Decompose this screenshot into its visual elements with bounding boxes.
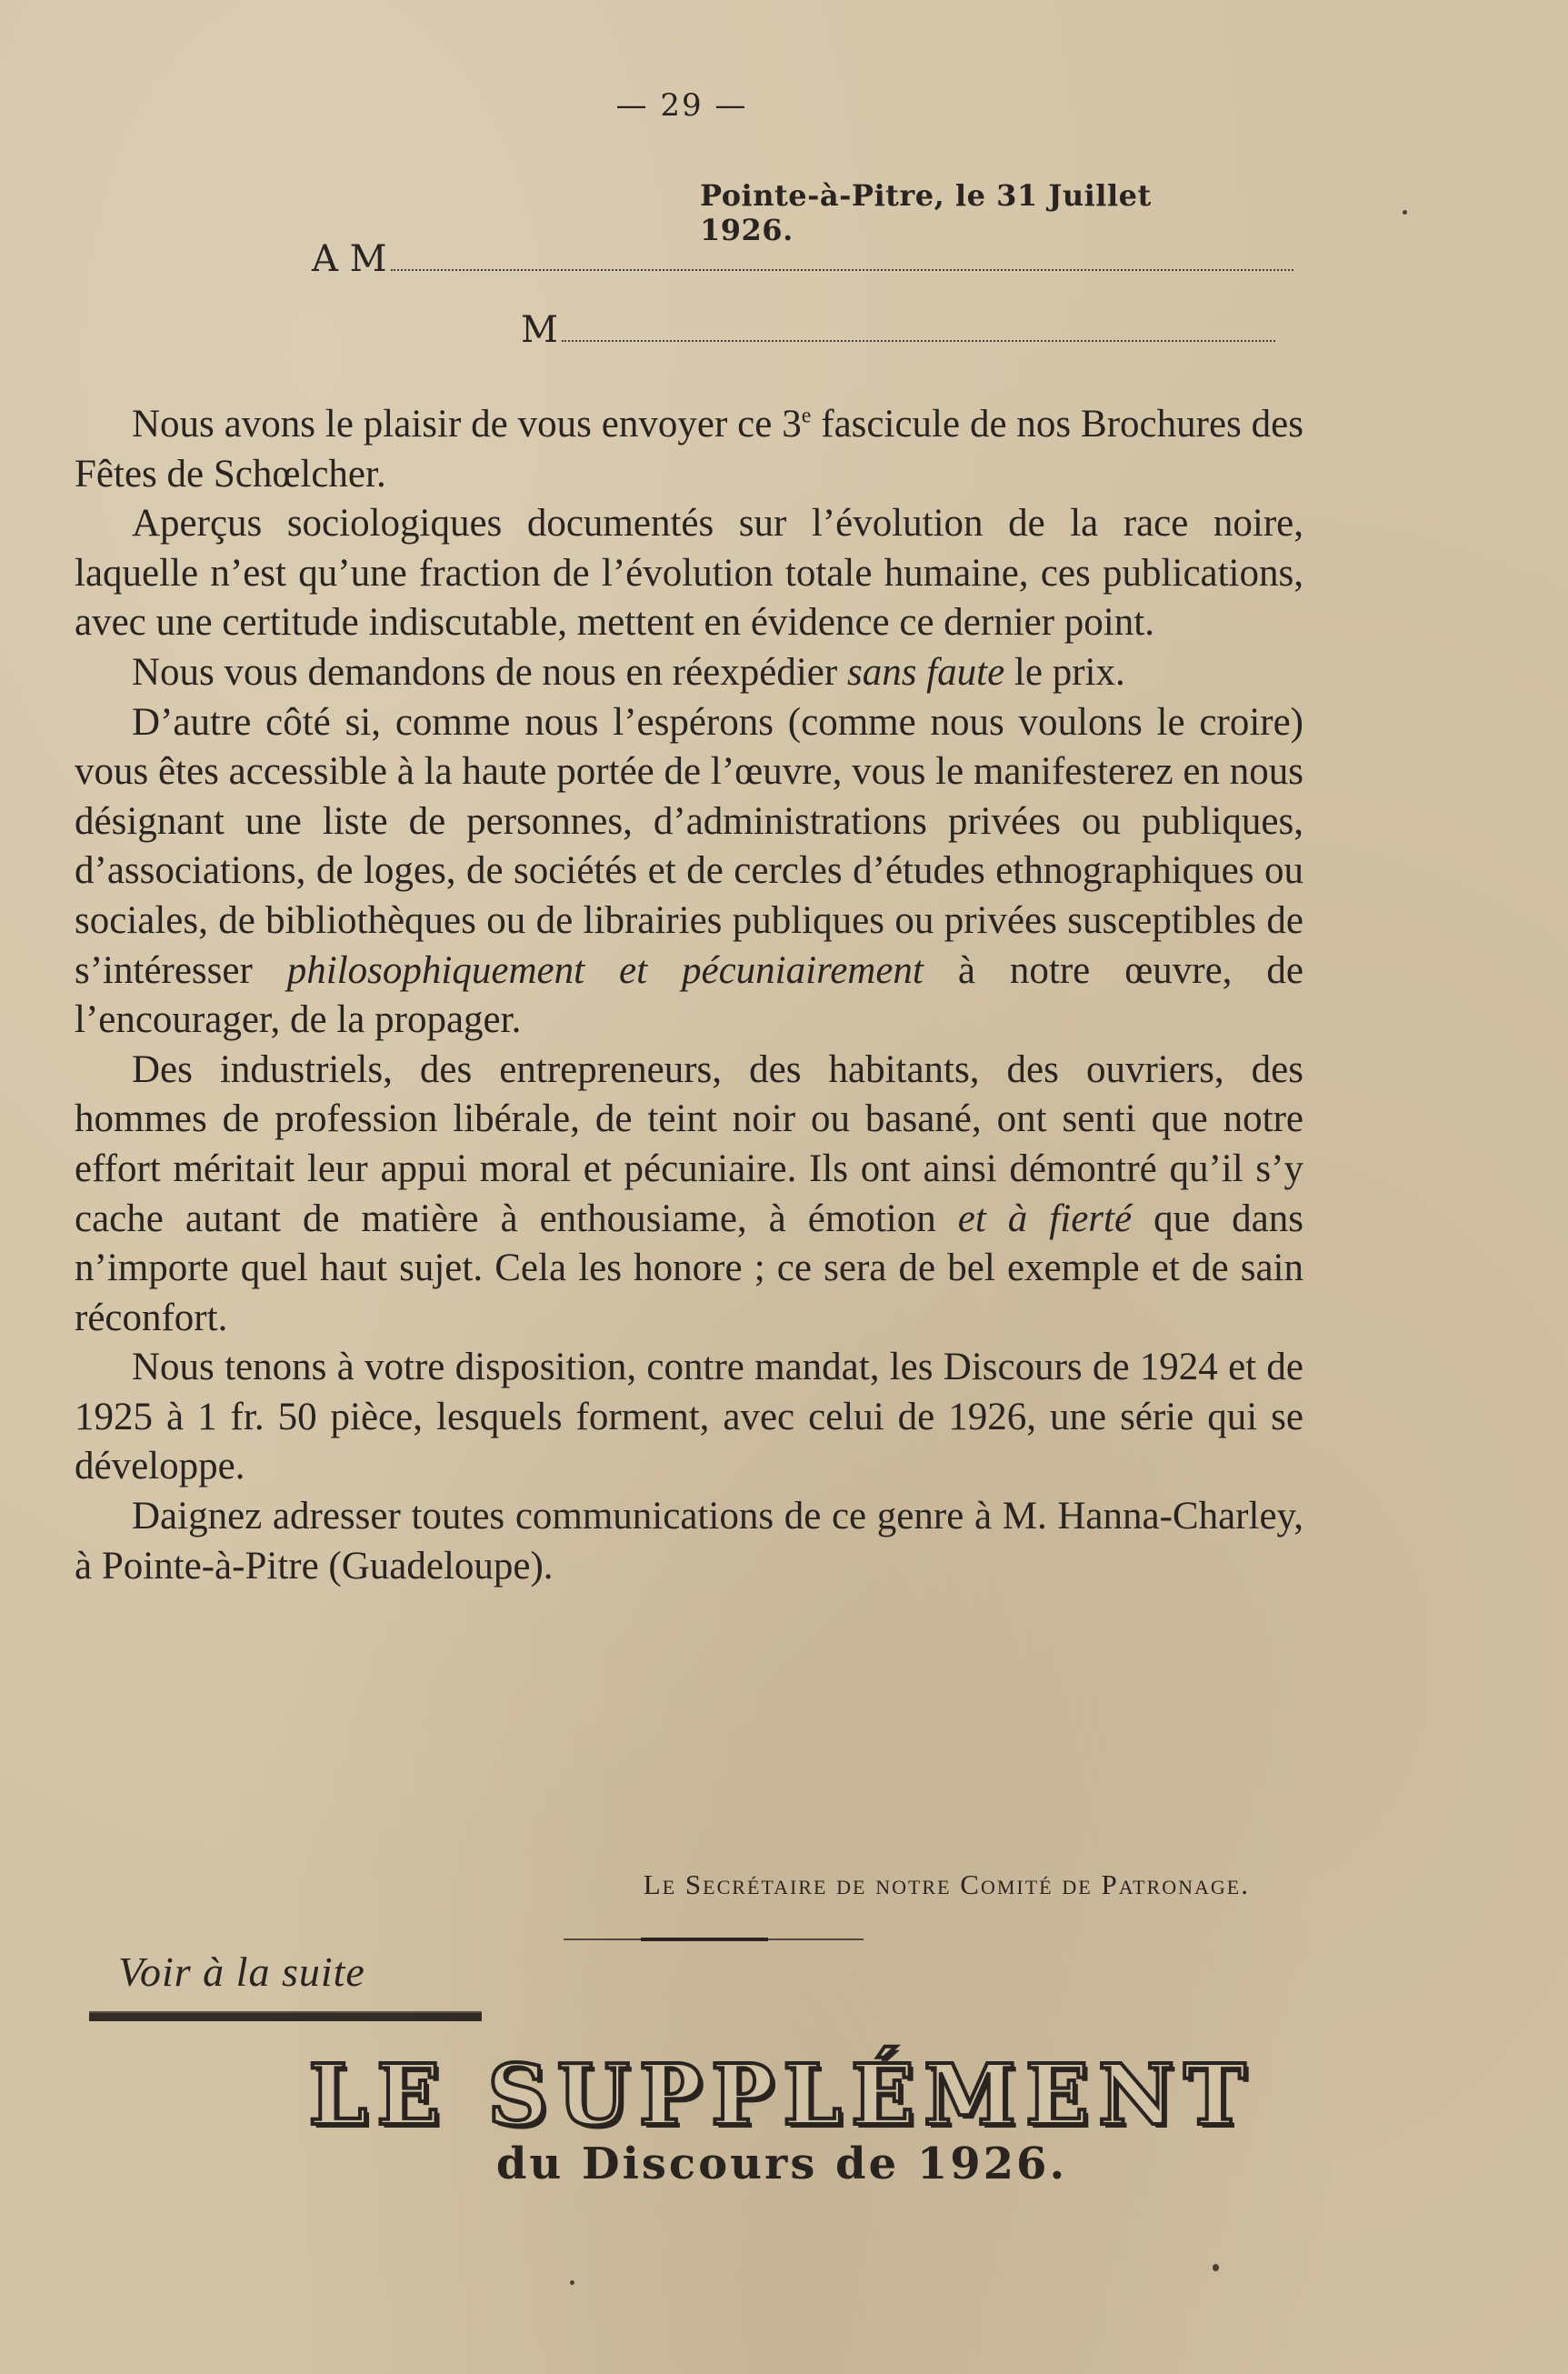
paragraph-4-emphasis: philosophiquement et pécuniairement bbox=[286, 948, 924, 992]
paragraph-7: Daignez adresser toutes communications de ce genre à M. Hanna-Charley, à Pointe-à-Pitre (Guadeloupe). bbox=[75, 1495, 1303, 1588]
paragraph-3-emphasis: sans faute bbox=[846, 650, 1005, 694]
paragraph-1-text-b: fascicule de nos Brochures des Fêtes de Schœlcher. bbox=[75, 403, 1303, 496]
superscript-e: e bbox=[801, 404, 812, 428]
paragraph-1-text-a: Nous avons le plaisir de vous envoyer ce 3 bbox=[132, 403, 802, 446]
supplement-subtitle: du Discours de 1926. bbox=[495, 2139, 1068, 2189]
paragraph-4-text-a: D’autre côté si, comme nous l’espérons (comme nous voulons le croire) vous êtes accessible à la haute portée de l’œuvre, vous le manifesterez en nous désignant une liste de personnes, d’administrations privées ou publiques, d’associations, de loges, de sociétés et de cercles d’études ethnographiques ou sociales, de bibliothèques ou de librairies publiques ou privées susceptibles de s’intéresser bbox=[75, 700, 1303, 992]
ink-speck bbox=[570, 2280, 574, 2285]
address-prefix-1: A M bbox=[312, 238, 387, 280]
paragraph-4 bbox=[75, 698, 1303, 1046]
address-line-2 bbox=[521, 309, 1275, 351]
ink-speck bbox=[1213, 2264, 1219, 2271]
voir-underline-rule bbox=[89, 2011, 482, 2021]
letter-body bbox=[75, 400, 1303, 1591]
paragraph-3-text-a: Nous vous demandons de nous en réexpédier bbox=[132, 650, 847, 694]
supplement-title: LE SUPPLÉMENT bbox=[308, 2046, 1255, 2144]
paragraph-5-text-b: que dans n’importe quel haut sujet. Cela les honore ; ce sera de bel exemple et de sain réconfort. bbox=[75, 1197, 1304, 1339]
paragraph-1 bbox=[75, 400, 1303, 499]
address-dotted-blank-2 bbox=[562, 309, 1275, 342]
paragraph-5-emphasis: et à fierté bbox=[957, 1197, 1133, 1240]
dateline: Pointe-à-Pitre, le 31 Juillet 1926. bbox=[700, 178, 1152, 247]
paragraph-3-text-b: le prix. bbox=[1004, 650, 1125, 694]
address-line-1 bbox=[312, 238, 1293, 280]
paragraph-3 bbox=[75, 648, 1303, 698]
ornamental-divider bbox=[564, 1937, 864, 1942]
address-prefix-2: M bbox=[521, 309, 558, 351]
paragraph-5 bbox=[75, 1046, 1303, 1344]
page-number: — 29 — bbox=[615, 87, 748, 124]
ink-speck bbox=[1403, 210, 1407, 215]
paragraph-2: Aperçus sociologiques documentés sur l’évolution de la race noire, laquelle n’est qu’une fraction de l’évolution totale humaine, ces publications, avec une certitude indiscutable, mettent en évidence ce dernier point. bbox=[75, 502, 1303, 645]
paragraph-5-text-a: Des industriels, des entrepreneurs, des habitants, des ouvriers, des hommes de profession libérale, de teint noir ou basané, ont senti que notre effort méritait leur appui moral et pécuniaire. Ils ont ainsi démontré qu’il s’y cache autant de matière à enthousiame, à émotion bbox=[75, 1047, 1303, 1240]
paragraph-6: Nous tenons à votre disposition, contre mandat, les Discours de 1924 et de 1925 à 1 fr. 50 pièce, lesquels forment, avec celui de 1926, une série qui se développe. bbox=[75, 1346, 1303, 1488]
voir-a-la-suite: Voir à la suite bbox=[118, 1948, 365, 1995]
address-dotted-blank-1 bbox=[391, 238, 1293, 271]
signature-line: Le Secrétaire de notre Comité de Patronage. bbox=[643, 1868, 1250, 1900]
paragraph-4-text-b: à notre œuvre, de l’encourager, de la propager. bbox=[75, 948, 1303, 1042]
